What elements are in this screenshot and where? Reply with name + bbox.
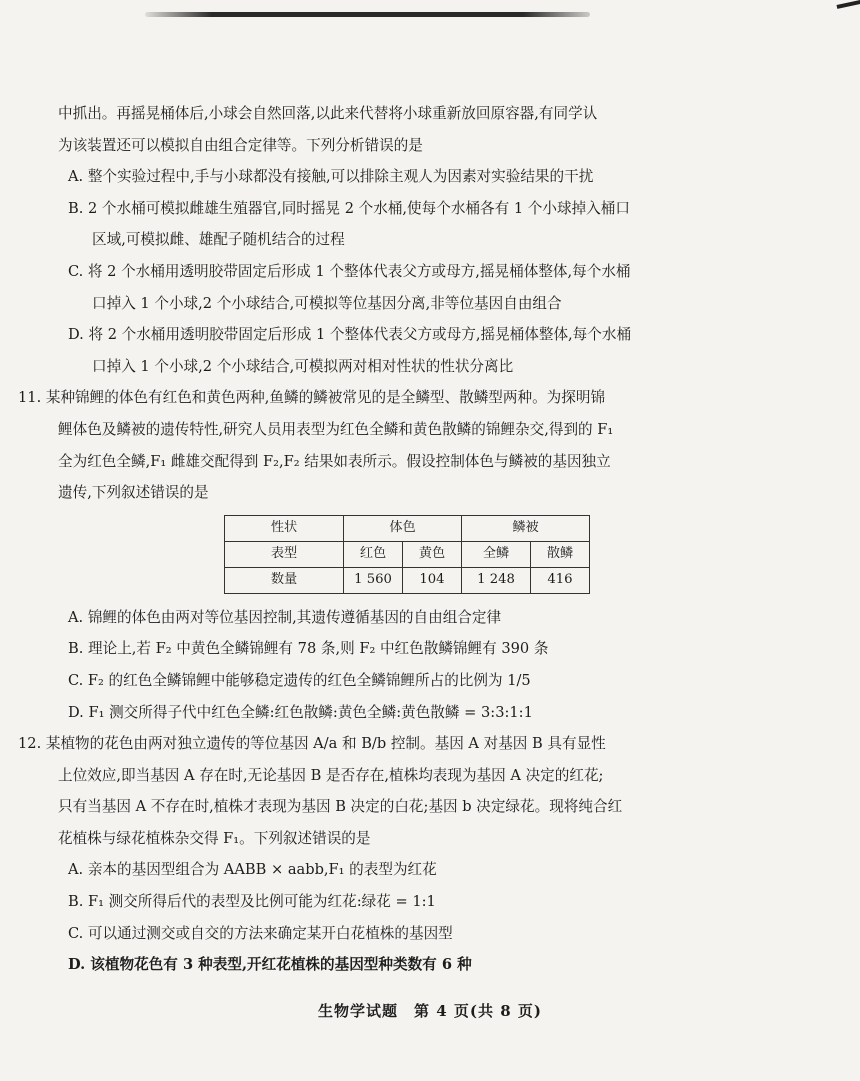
q10-option-d-cont: 口掉入 1 个小球,2 个小球结合,可模拟两对相对性状的性状分离比 <box>92 357 514 375</box>
q12-option-c: C. 可以通过测交或自交的方法来确定某开白花植株的基因型 <box>68 924 453 942</box>
table-cell: 体色 <box>344 515 462 541</box>
table-cell: 散鳞 <box>531 541 590 567</box>
q11-option-c: C. F₂ 的红色全鳞锦鲤中能够稳定遗传的红色全鳞锦鲤所占的比例为 1/5 <box>68 671 531 689</box>
table-row <box>225 541 590 567</box>
q12-option-b: B. F₁ 测交所得后代的表型及比例可能为红花:绿花 = 1:1 <box>68 893 436 911</box>
q10-option-c-cont: 口掉入 1 个小球,2 个小球结合,可模拟等位基因分离,非等位基因自由组合 <box>92 294 562 312</box>
table-cell: 104 <box>403 567 462 593</box>
q11-stem-line: 鲤体色及鳞被的遗传特性,研究人员用表型为红色全鳞和黄色散鳞的锦鲤杂交,得到的 F₁ <box>58 420 614 438</box>
table-cell: 1 248 <box>462 567 531 593</box>
q12-stem-line: 12. 某植物的花色由两对独立遗传的等位基因 A/a 和 B/b 控制。基因 A 对基因 B 具有显性 <box>18 735 606 753</box>
top-scan-line <box>145 12 590 17</box>
q11-stem-line: 11. 某种锦鲤的体色有红色和黄色两种,鱼鳞的鳞被常见的是全鳞型、散鳞型两种。为探明锦 <box>18 389 606 407</box>
q11-option-b: B. 理论上,若 F₂ 中黄色全鳞锦鲤有 78 条,则 F₂ 中红色散鳞锦鲤有 390 条 <box>68 640 549 658</box>
q11-option-a: A. 锦鲤的体色由两对等位基因控制,其遗传遵循基因的自由组合定律 <box>68 608 502 626</box>
table-cell: 鳞被 <box>462 515 590 541</box>
table-cell: 性状 <box>225 515 344 541</box>
q10-option-b: B. 2 个水桶可模拟雌雄生殖器官,同时摇晃 2 个水桶,使每个水桶各有 1 个小球掉入桶口 <box>68 199 630 217</box>
table-row <box>225 515 590 541</box>
q10-option-b-cont: 区域,可模拟雌、雄配子随机结合的过程 <box>92 231 345 249</box>
q12-stem-line: 上位效应,即当基因 A 存在时,无论基因 B 是否存在,植株均表现为基因 A 决定的红花; <box>58 766 604 784</box>
corner-mark <box>837 0 860 9</box>
page-footer: 生物学试题 第 4 页(共 8 页) <box>318 1002 542 1020</box>
q10-option-a: A. 整个实验过程中,手与小球都没有接触,可以排除主观人为因素对实验结果的干扰 <box>68 168 594 186</box>
q11-option-d: D. F₁ 测交所得子代中红色全鳞:红色散鳞:黄色全鳞:黄色散鳞 = 3:3:1:1 <box>68 703 533 721</box>
q11-stem-line: 全为红色全鳞,F₁ 雌雄交配得到 F₂,F₂ 结果如表所示。假设控制体色与鳞被的基因独立 <box>58 452 611 470</box>
table-cell: 红色 <box>344 541 403 567</box>
q10-option-c: C. 将 2 个水桶用透明胶带固定后形成 1 个整体代表父方或母方,摇晃桶体整体,每个水桶 <box>68 262 631 280</box>
page-content <box>18 98 738 981</box>
table-cell: 数量 <box>225 567 344 593</box>
q12-option-a: A. 亲本的基因型组合为 AABB × aabb,F₁ 的表型为红花 <box>68 861 437 879</box>
q12-stem-line: 只有当基因 A 不存在时,植株才表现为基因 B 决定的白花;基因 b 决定绿花。现将纯合红 <box>58 798 623 816</box>
q12-stem-line: 花植株与绿花植株杂交得 F₁。下列叙述错误的是 <box>58 829 371 847</box>
table-cell: 黄色 <box>403 541 462 567</box>
q10-line: 为该装置还可以模拟自由组合定律等。下列分析错误的是 <box>58 136 423 154</box>
table-row <box>225 567 590 593</box>
q10-line: 中抓出。再摇晃桶体后,小球会自然回落,以此来代替将小球重新放回原容器,有同学认 <box>58 105 598 122</box>
q10-option-d: D. 将 2 个水桶用透明胶带固定后形成 1 个整体代表父方或母方,摇晃桶体整体,每个水桶 <box>68 326 632 344</box>
q11-data-table <box>224 515 590 594</box>
table-cell: 416 <box>531 567 590 593</box>
q12-option-d: D. 该植物花色有 3 种表型,开红花植株的基因型种类数有 6 种 <box>68 956 472 974</box>
table-cell: 1 560 <box>344 567 403 593</box>
table-cell: 全鳞 <box>462 541 531 567</box>
q11-stem-line: 遗传,下列叙述错误的是 <box>58 484 209 502</box>
table-cell: 表型 <box>225 541 344 567</box>
